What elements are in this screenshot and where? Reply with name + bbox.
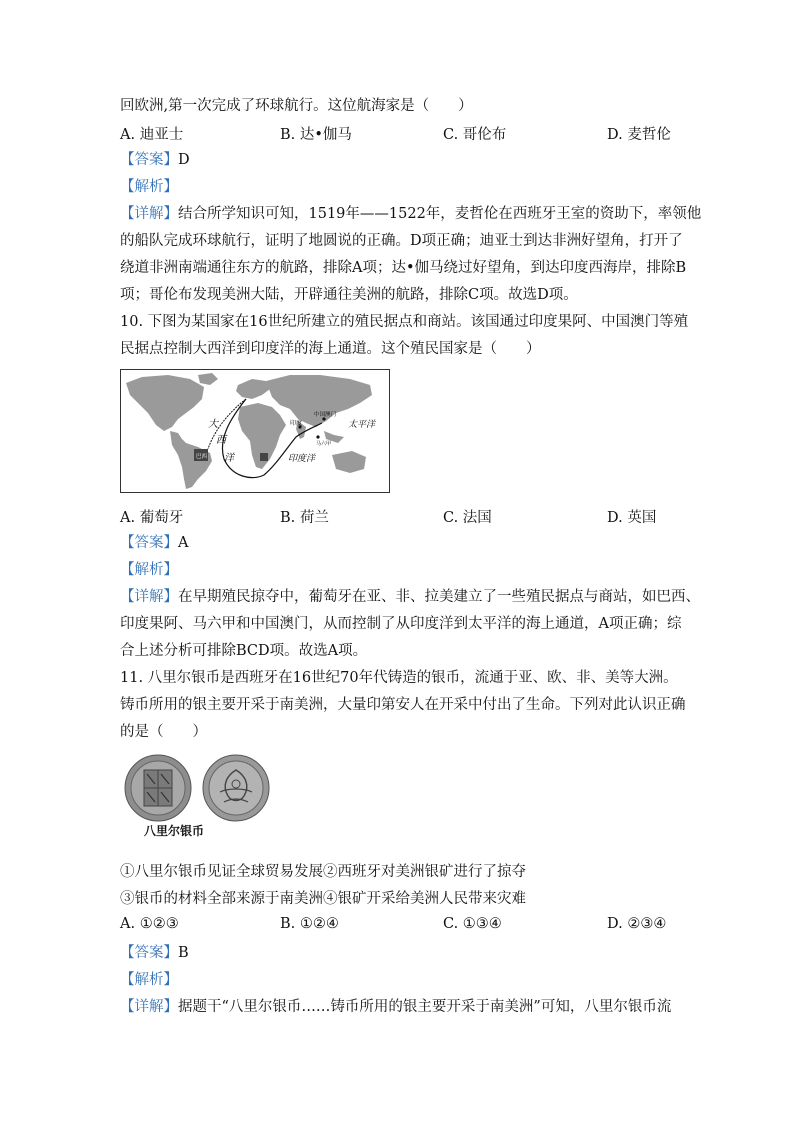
q11-stem-line-3: 的是（ ） [120,724,207,740]
analysis-tag: 【解析】 [120,179,178,195]
answer-tag: 【答案】 [120,152,178,168]
q9-answer [120,150,680,170]
q9-detail-line-4: 项；哥伦布发现美洲大陆，开辟通往美洲的航路，排除C项。故选D项。 [120,287,578,303]
q10-option-d[interactable]: D. 英国 [607,510,657,526]
malacca-marker [316,435,319,438]
q11-option-b[interactable]: B. ①②④ [280,916,339,932]
map-label-atlantic-3: 洋 [224,453,234,464]
coin-caption: 八里尔银币 [144,824,205,838]
q10-stem-line-2: 民据点控制大西洋到印度洋的海上通道。这个殖民国家是（ ） [120,341,541,357]
analysis-tag: 【解析】 [120,972,178,988]
map-label-pacific: 太平洋 [348,420,376,430]
q9-option-a[interactable]: A. 迪亚士 [120,127,184,143]
detail-tag: 【详解】 [120,206,178,222]
answer-value: D [178,152,190,168]
q11-answer [120,943,680,963]
answer-tag: 【答案】 [120,535,178,551]
q11-analysis-tag [120,970,680,990]
q10-detail-line-3: 合上述分析可排除BCD项。故选A项。 [120,643,368,659]
q11-detail-line-1 [120,997,680,1017]
q9-stem-tail: 回欧洲,第一次完成了环球航行。这位航海家是（ ） [120,98,473,114]
map-label-india: 印度 [290,420,303,427]
detail-tag: 【详解】 [120,589,178,605]
q10-option-b[interactable]: B. 荷兰 [280,510,329,526]
q10-analysis-tag [120,560,680,580]
q11-option-c[interactable]: C. ①③④ [443,916,502,932]
q11-option-a[interactable]: A. ①②③ [120,916,179,932]
q11-options [120,916,680,936]
map-label-atlantic-1: 大 [208,419,218,430]
map-label-indian: 印度洋 [288,454,316,464]
detail-text: 据题干“八里尔银币……铸币所用的银主要开采于南美洲”可知，八里尔银币流 [178,999,672,1015]
q10-option-a[interactable]: A. 葡萄牙 [120,510,184,526]
q11-option-d[interactable]: D. ②③④ [607,916,667,932]
answer-value: A [178,535,189,551]
detail-text: 结合所学知识可知，1519年——1522年，麦哲伦在西班牙王室的资助下，率领他 [178,206,702,222]
q11-statement-line-2: ③银币的材料全部来源于南美洲④银矿开采给美洲人民带来灾难 [120,891,526,907]
q9-option-b[interactable]: B. 达•伽马 [280,127,352,143]
world-map [120,369,390,493]
q9-detail-line-2: 的船队完成环球航行，证明了地圆说的正确。D项正确；迪亚士到达非洲好望角，打开了 [120,233,683,249]
detail-text: 在早期殖民掠夺中，葡萄牙在亚、非、拉美建立了一些殖民据点与商站，如巴西、 [178,589,700,605]
q10-answer [120,533,680,553]
q9-options [120,123,680,143]
q11-stem-line-2: 铸币所用的银主要开采于南美洲，大量印第安人在开采中付出了生命。下列对此认识正确 [120,697,686,713]
map-label-brazil: 巴西 [196,454,208,460]
q11-stem-line-1: 11. 八里尔银币是西班牙在16世纪70年代铸造的银币，流通于亚、欧、非、美等大洲。 [120,670,678,686]
detail-tag: 【详解】 [120,999,178,1015]
answer-value: B [178,945,189,961]
colonial-map-figure [120,369,390,493]
q9-analysis-tag [120,177,680,197]
q9-option-d[interactable]: D. 麦哲伦 [607,127,671,143]
q10-detail-line-2: 印度果阿、马六甲和中国澳门，从而控制了从印度洋到太平洋的海上通道，A项正确；综 [120,616,682,632]
q9-detail-line-3: 绕道非洲南端通往东方的航路，排除A项；达•伽马绕过好望角，到达印度西海岸，排除B [120,260,687,276]
coin-image [120,752,280,822]
q10-option-c[interactable]: C. 法国 [443,510,492,526]
q10-options [120,506,680,526]
map-label-macau: 中国澳门 [314,412,337,418]
map-label-malacca: 马六甲 [316,441,332,447]
q10-detail-line-1 [120,587,700,607]
q10-stem-line-1: 10. 下图为某国家在16世纪所建立的殖民据点和商站。该国通过印度果阿、中国澳门等殖 [120,314,689,330]
q11-statement-line-1: ①八里尔银币见证全球贸易发展②西班牙对美洲银矿进行了掠夺 [120,864,526,880]
map-label-atlantic-2: 西 [216,435,226,446]
answer-tag: 【答案】 [120,945,178,961]
q9-detail-line-1 [120,204,702,224]
coin-figure [120,752,280,838]
analysis-tag: 【解析】 [120,562,178,578]
q9-option-c[interactable]: C. 哥伦布 [443,127,507,143]
